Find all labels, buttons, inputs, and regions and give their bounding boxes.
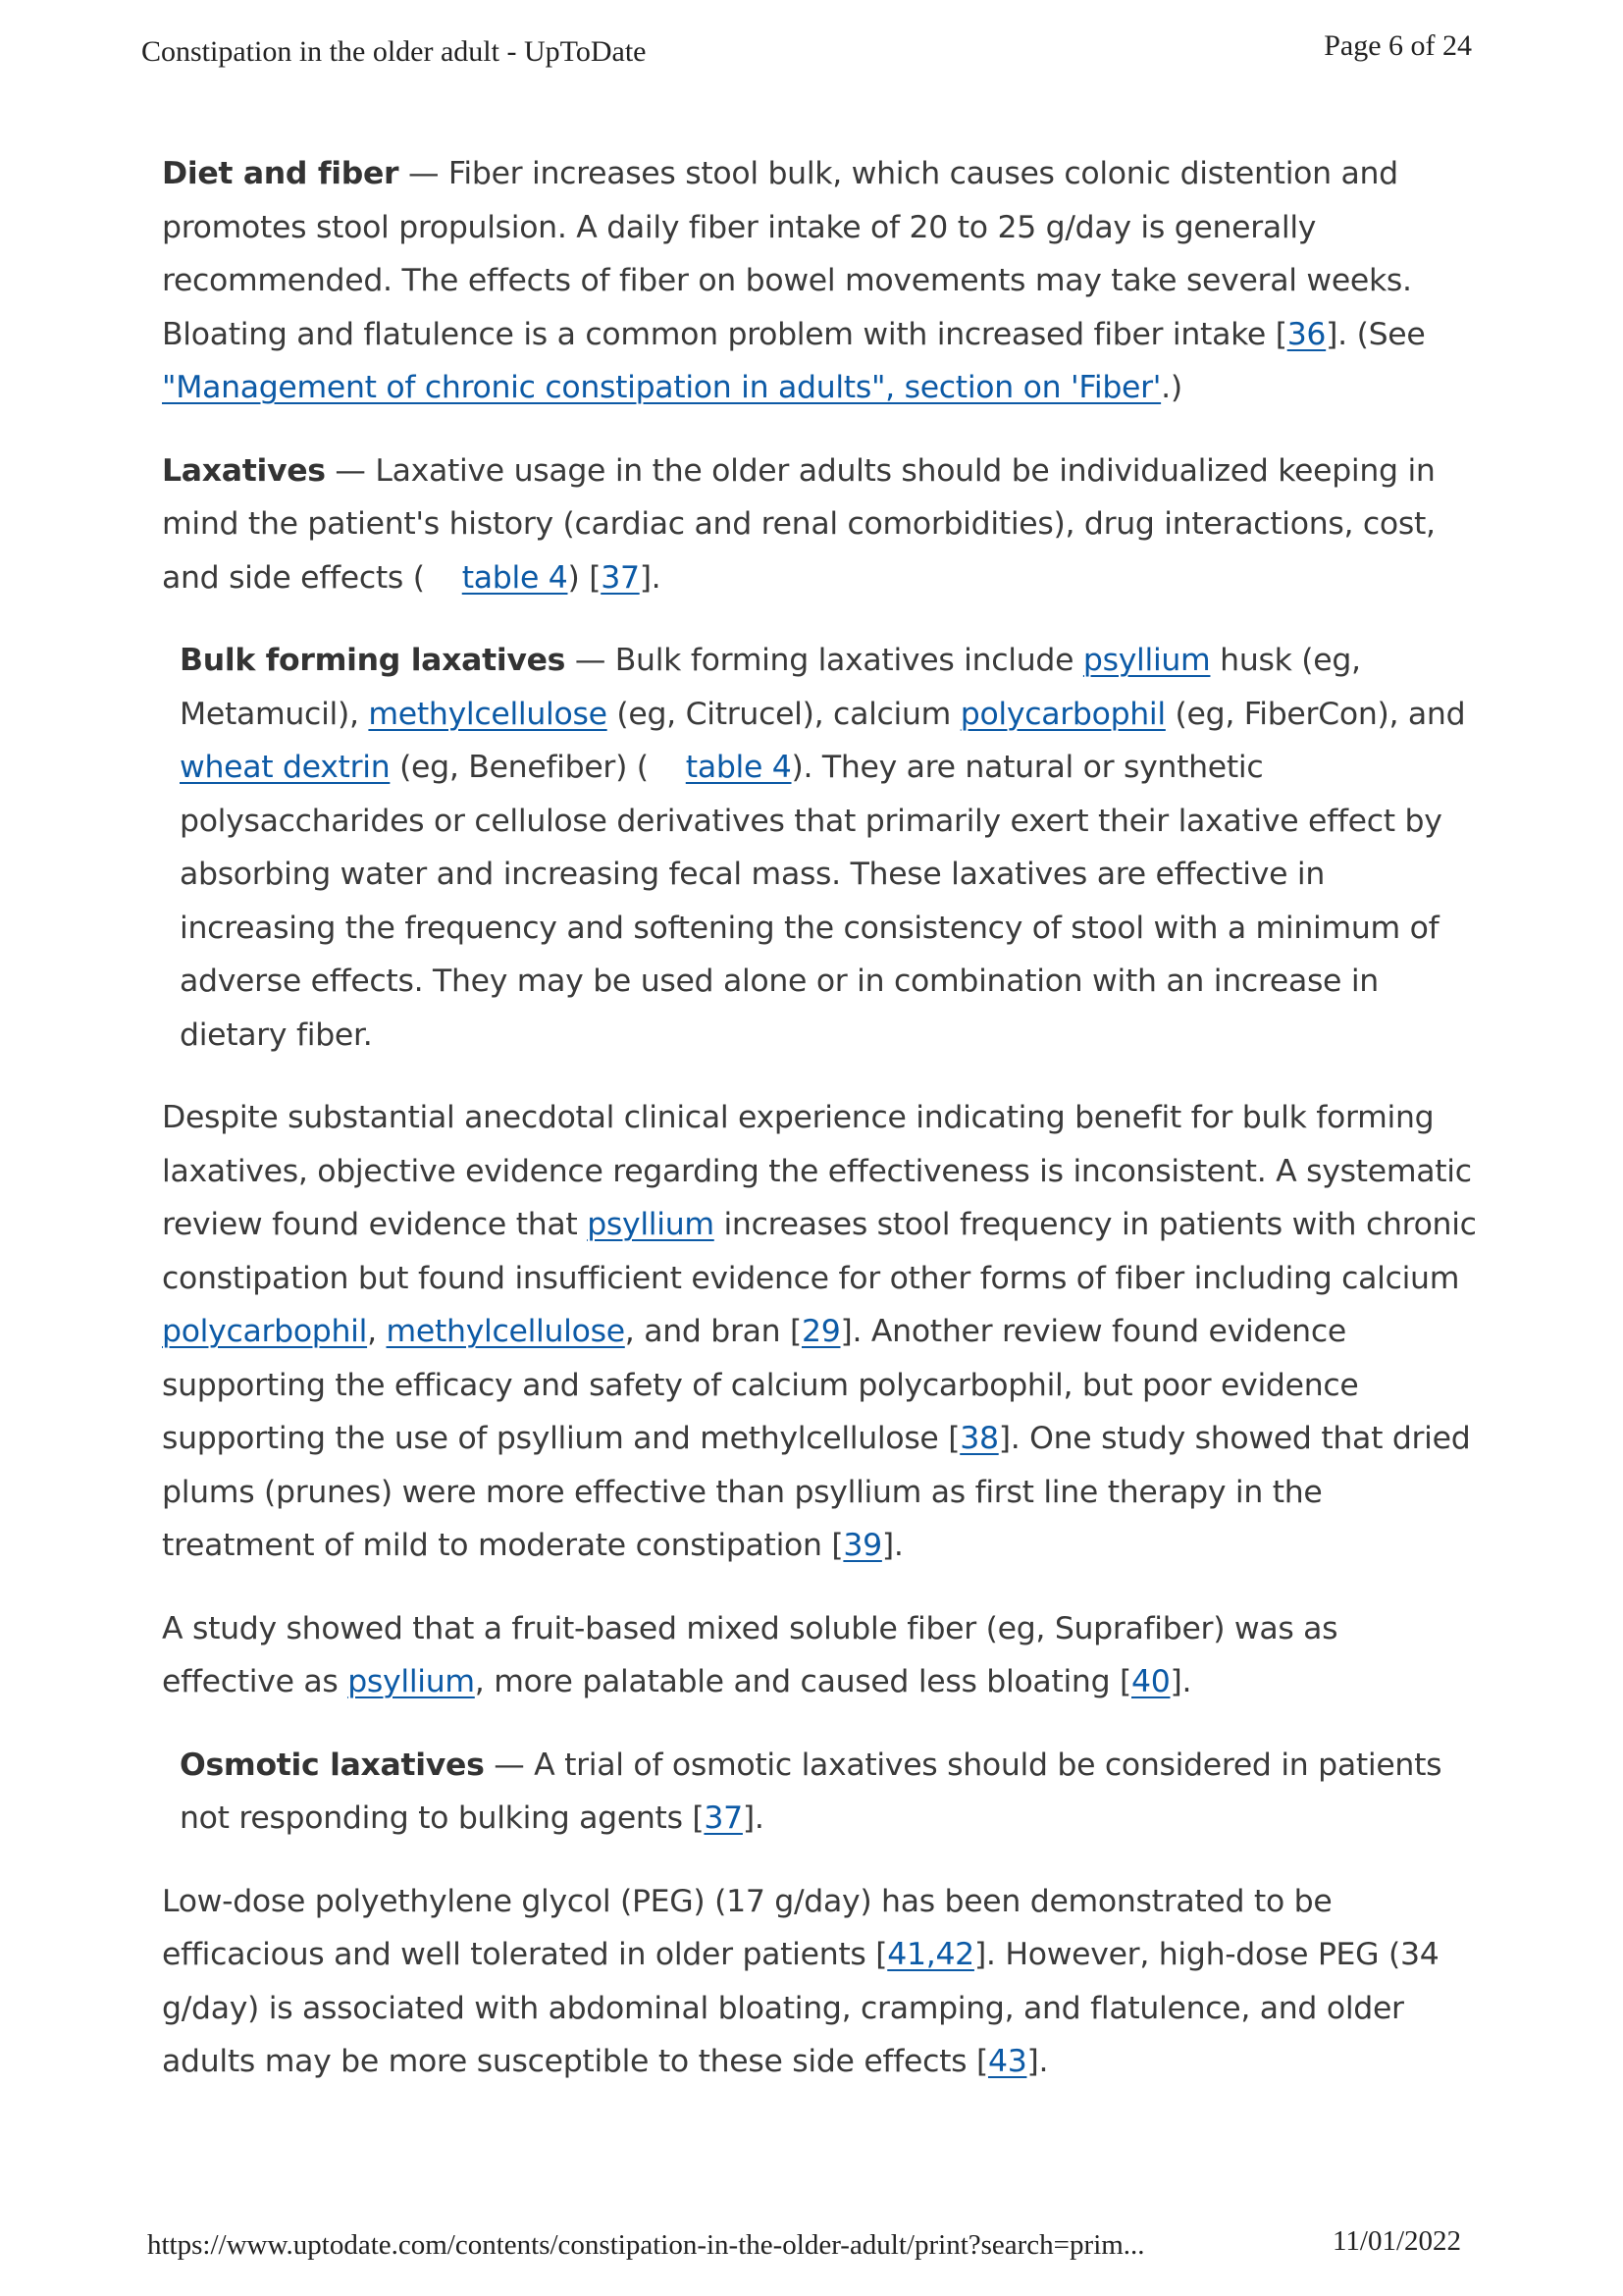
paragraph-bulk-forming	[162, 634, 1477, 1062]
text: .)	[1161, 370, 1182, 405]
table-4-link[interactable]: table 4	[461, 559, 568, 596]
article-body	[162, 147, 1477, 2118]
paragraph-osmotic	[162, 1739, 1477, 1846]
page-indicator: Page 6 of 24	[1324, 29, 1472, 62]
text: (eg, Citrucel), calcium	[606, 696, 961, 732]
section-heading-laxatives: Laxatives	[162, 452, 326, 489]
print-date: 11/01/2022	[1333, 2225, 1462, 2257]
text: increases stool frequency in patients with chronic constipation but found insufficient evidence for other forms of fiber including calcium	[162, 1207, 1477, 1296]
text: Low-dose polyethylene glycol (PEG) (17 g/day) has been demonstrated to be efficacious and well tolerated in older patients [	[162, 1883, 1333, 1972]
section-heading-diet-fiber: Diet and fiber	[162, 156, 399, 191]
text: — Fiber increases stool bulk, which causes colonic distention and promotes stool propulsion. A daily fiber intake of 20 to 25 g/day is generally recommended. The effects of fiber on bowel movements may take several weeks. Bloating and flatulence is a common problem with increased fiber intake [	[162, 156, 1412, 352]
drug-link-polycarbophil[interactable]: polycarbophil	[960, 696, 1166, 732]
drug-link-psyllium[interactable]: psyllium	[587, 1207, 714, 1242]
page-header	[141, 29, 1472, 69]
source-url: https://www.uptodate.com/contents/constipation-in-the-older-adult/print?search=prim...	[147, 2229, 1145, 2261]
text: ].	[742, 1800, 764, 1836]
text: — Bulk forming laxatives include	[565, 643, 1083, 678]
text: A study showed that a fruit-based mixed soluble fiber (eg, Suprafiber) was as effective as	[162, 1610, 1338, 1699]
section-heading-bulk-forming: Bulk forming laxatives	[180, 643, 566, 678]
text: ]. Another review found evidence supporting the efficacy and safety of calcium polycarbophil, but poor evidence supporting the use of psyllium and methylcellulose [	[162, 1314, 1359, 1456]
paragraph-peg	[162, 1875, 1477, 2089]
drug-link-psyllium[interactable]: psyllium	[1082, 643, 1211, 678]
text: ) [	[567, 559, 602, 596]
drug-link-methylcellulose[interactable]: methylcellulose	[368, 696, 607, 732]
paragraph-fruit-fiber	[162, 1602, 1477, 1709]
reference-link-36[interactable]: 36	[1286, 316, 1327, 352]
text: ]. (See	[1326, 316, 1426, 352]
text: (eg, Benefiber) (	[390, 750, 649, 785]
reference-link-37[interactable]: 37	[704, 1800, 743, 1836]
text: ]. However, high-dose PEG (34 g/day) is associated with abdominal bloating, cramping, and flatulence, and older adults may be more susceptible to these side effects [	[162, 1937, 1440, 2079]
drug-link-psyllium[interactable]: psyllium	[347, 1664, 475, 1699]
text: — A trial of osmotic laxatives should be considered in patients not responding to bulking agents [	[180, 1747, 1442, 1836]
drug-link-polycarbophil[interactable]: polycarbophil	[162, 1314, 368, 1349]
paragraph-laxatives	[162, 444, 1477, 605]
reference-link-29[interactable]: 29	[802, 1314, 841, 1349]
text: (eg, FiberCon), and	[1165, 696, 1466, 732]
text: , more palatable and caused less bloating [	[474, 1664, 1131, 1699]
text: , and bran [	[624, 1314, 802, 1349]
text: ). They are natural or synthetic polysaccharides or cellulose derivatives that primarily exert their laxative effect by absorbing water and increasing fecal mass. These laxatives are effective in increasing the frequency and softening the consistency of stool with a minimum of adverse effects. They may be used alone or in combination with an increase in dietary fiber.	[180, 750, 1442, 1053]
text: husk (eg, Metamucil),	[180, 643, 1361, 732]
reference-link-38[interactable]: 38	[960, 1421, 999, 1456]
text: ].	[881, 1528, 904, 1563]
paragraph-diet-fiber	[162, 147, 1477, 415]
text: ]. One study showed that dried plums (prunes) were more effective than psyllium as first line therapy in the treatment of mild to moderate constipation [	[162, 1421, 1471, 1563]
reference-link-43[interactable]: 43	[987, 2044, 1027, 2079]
reference-link-37[interactable]: 37	[601, 559, 640, 596]
drug-link-wheat-dextrin[interactable]: wheat dextrin	[180, 750, 391, 785]
text: Despite substantial anecdotal clinical experience indicating benefit for bulk forming laxatives, objective evidence regarding the effectiveness is inconsistent. A systematic review found evidence that	[162, 1100, 1472, 1242]
table-4-link[interactable]: table 4	[685, 750, 792, 785]
text: ,	[367, 1314, 387, 1349]
text: ].	[1026, 2044, 1049, 2079]
reference-link-39[interactable]: 39	[843, 1528, 882, 1563]
paragraph-evidence	[162, 1091, 1477, 1573]
reference-link-40[interactable]: 40	[1131, 1664, 1171, 1699]
text: ].	[1170, 1664, 1192, 1699]
text: — Laxative usage in the older adults should be individualized keeping in mind the patient's history (cardiac and renal comorbidities), drug interactions, cost, and side effects (	[162, 452, 1436, 596]
section-heading-osmotic: Osmotic laxatives	[180, 1747, 485, 1783]
drug-link-methylcellulose[interactable]: methylcellulose	[386, 1314, 625, 1349]
document-title: Constipation in the older adult - UpToDate	[141, 35, 647, 68]
reference-link-41-42[interactable]: 41,42	[887, 1937, 974, 1972]
text: ].	[639, 559, 661, 596]
topic-link-management-chronic-constipation[interactable]: "Management of chronic constipation in adults", section on 'Fiber'	[162, 370, 1162, 405]
